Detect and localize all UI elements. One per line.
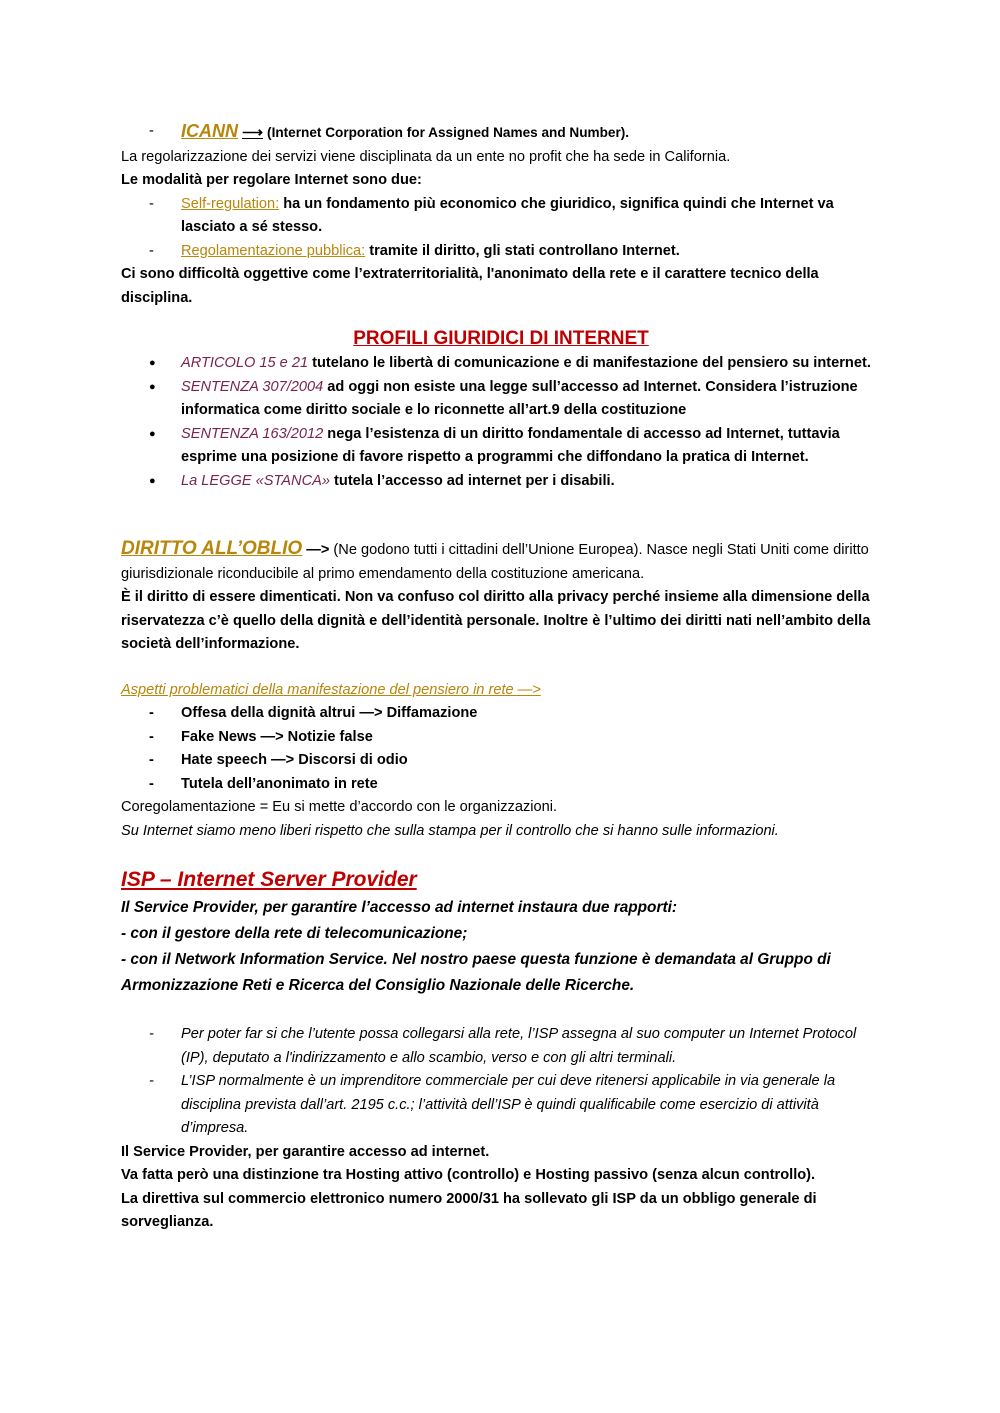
aspetti-list [121,702,881,796]
icann-title: ICANN [181,121,238,141]
list-item: - Offesa della dignità altrui —> Diffamazione [121,702,881,726]
term: SENTENZA 163/2012 [181,425,324,442]
coregolamentazione: Coregolamentazione = Eu si mette d’accordo con le organizzazioni. [121,799,558,815]
term: SENTENZA 307/2004 [181,378,324,395]
section-heading-oblio: DIRITTO ALL’OBLIO [121,538,303,559]
modalita-paragraph: Le modalità per regolare Internet sono due: [121,172,422,188]
list-item [121,193,881,240]
profili-list [121,352,881,493]
term: Self-regulation: [181,195,280,212]
isp-list [121,1023,881,1141]
list-item: - Fake News —> Notizie false [121,726,881,750]
list-item [121,352,881,376]
definition: ha un fondamento più economico che giuridico, significa quindi che Internet va lasciato a sé stesso. [181,195,834,235]
oblio-paragraph [121,537,881,586]
definition: ad oggi non esiste una legge sull’accesso ad Internet. Considera l’istruzione informatica come diritto sociale e lo riconnette all’art.9 della costituzione [181,378,858,418]
icann-item [121,120,881,146]
definition: nega l’esistenza di un diritto fondamentale di accesso ad Internet, tuttavia esprime una posizione di favore rispetto a programmi che diffondano la pratica di Internet. [181,425,840,465]
list-item [121,240,881,264]
oblio-arrow: —> [302,542,330,558]
aspetti-heading: Aspetti problematici della manifestazione del pensiero in rete —> [121,681,541,698]
section-heading-isp: ISP – Internet Server Provider [121,868,417,891]
icann-desc: (Internet Corporation for Assigned Names and Number). [267,125,630,140]
isp-line: - con il gestore della rete di telecomunicazione; [121,925,468,942]
definition: tutela l’accesso ad internet per i disabili. [329,472,615,489]
intro-paragraph: La regolarizzazione dei servizi viene disciplinata da un ente no profit che ha sede in California. [121,148,731,165]
isp-line: Il Service Provider, per garantire l’accesso ad internet instaura due rapporti: [121,899,677,916]
list-item [121,376,881,423]
section-heading-profili: PROFILI GIURIDICI DI INTERNET [353,328,649,349]
list-item: - L’ISP normalmente è un imprenditore commerciale per cui deve ritenersi applicabile in via generale la disciplina prevista dall’art. 2195 c.c.; l’attività dell’ISP è quindi qualificabile come esercizio di attività d’impresa. [121,1070,881,1141]
definition: tutelano le libertà di comunicazione e di manifestazione del pensiero su internet. [308,355,871,371]
list-item [121,423,881,470]
icann-arrow: ⟶ [242,125,263,141]
isp-final-line: Va fatta però una distinzione tra Hosting attivo (controllo) e Hosting passivo (senza alcun controllo). [121,1167,816,1183]
list-item: - Per poter far si che l’utente possa collegarsi alla rete, l’ISP assegna al suo computer un Internet Protocol (IP), deputato a l'indirizzamento e allo scambio, verso e con gli altri terminali. [121,1023,881,1070]
term: ARTICOLO 15 e 21 [181,355,309,371]
oblio-definition: È il diritto di essere dimenticati. Non va confuso col diritto alla privacy perché insieme alla dimensione della riservatezza c’è quello della dignità e dell’identità personale. Inoltre è l’ultimo dei diritti nati nell’ambito della società dell’informazione. [121,589,871,652]
document-page [121,120,881,1235]
isp-final-line: Il Service Provider, per garantire accesso ad internet. [121,1143,490,1160]
modalita-list [121,193,881,264]
icann-list [121,120,881,146]
list-item: - Hate speech —> Discorsi di odio [121,749,881,773]
oblio-intro: (Ne godono tutti i cittadini dell’Unione Europea). Nasce negli Stati Uniti come diritto giurisdizionale riconducibile al primo emendamento della costituzione americana. [121,542,869,582]
difficolta-paragraph: Ci sono difficoltà oggettive come l’extraterritorialità, l'anonimato della rete e il carattere tecnico della disciplina. [121,266,819,306]
list-item [121,470,881,494]
stampa-note: Su Internet siamo meno liberi rispetto che sulla stampa per il controllo che si hanno sulle informazioni. [121,822,779,839]
isp-line: - con il Network Information Service. Nel nostro paese questa funzione è demandata al Gruppo di Armonizzazione Reti e Ricerca del Consiglio Nazionale delle Ricerche. [121,951,831,994]
term: Regolamentazione pubblica: [181,242,366,259]
term: La LEGGE «STANCA» [181,472,330,489]
definition: tramite il diritto, gli stati controllano Internet. [365,242,680,259]
isp-final-line: La direttiva sul commercio elettronico numero 2000/31 ha sollevato gli ISP da un obbligo generale di sorveglianza. [121,1190,817,1230]
list-item: - Tutela dell’anonimato in rete [121,773,881,797]
